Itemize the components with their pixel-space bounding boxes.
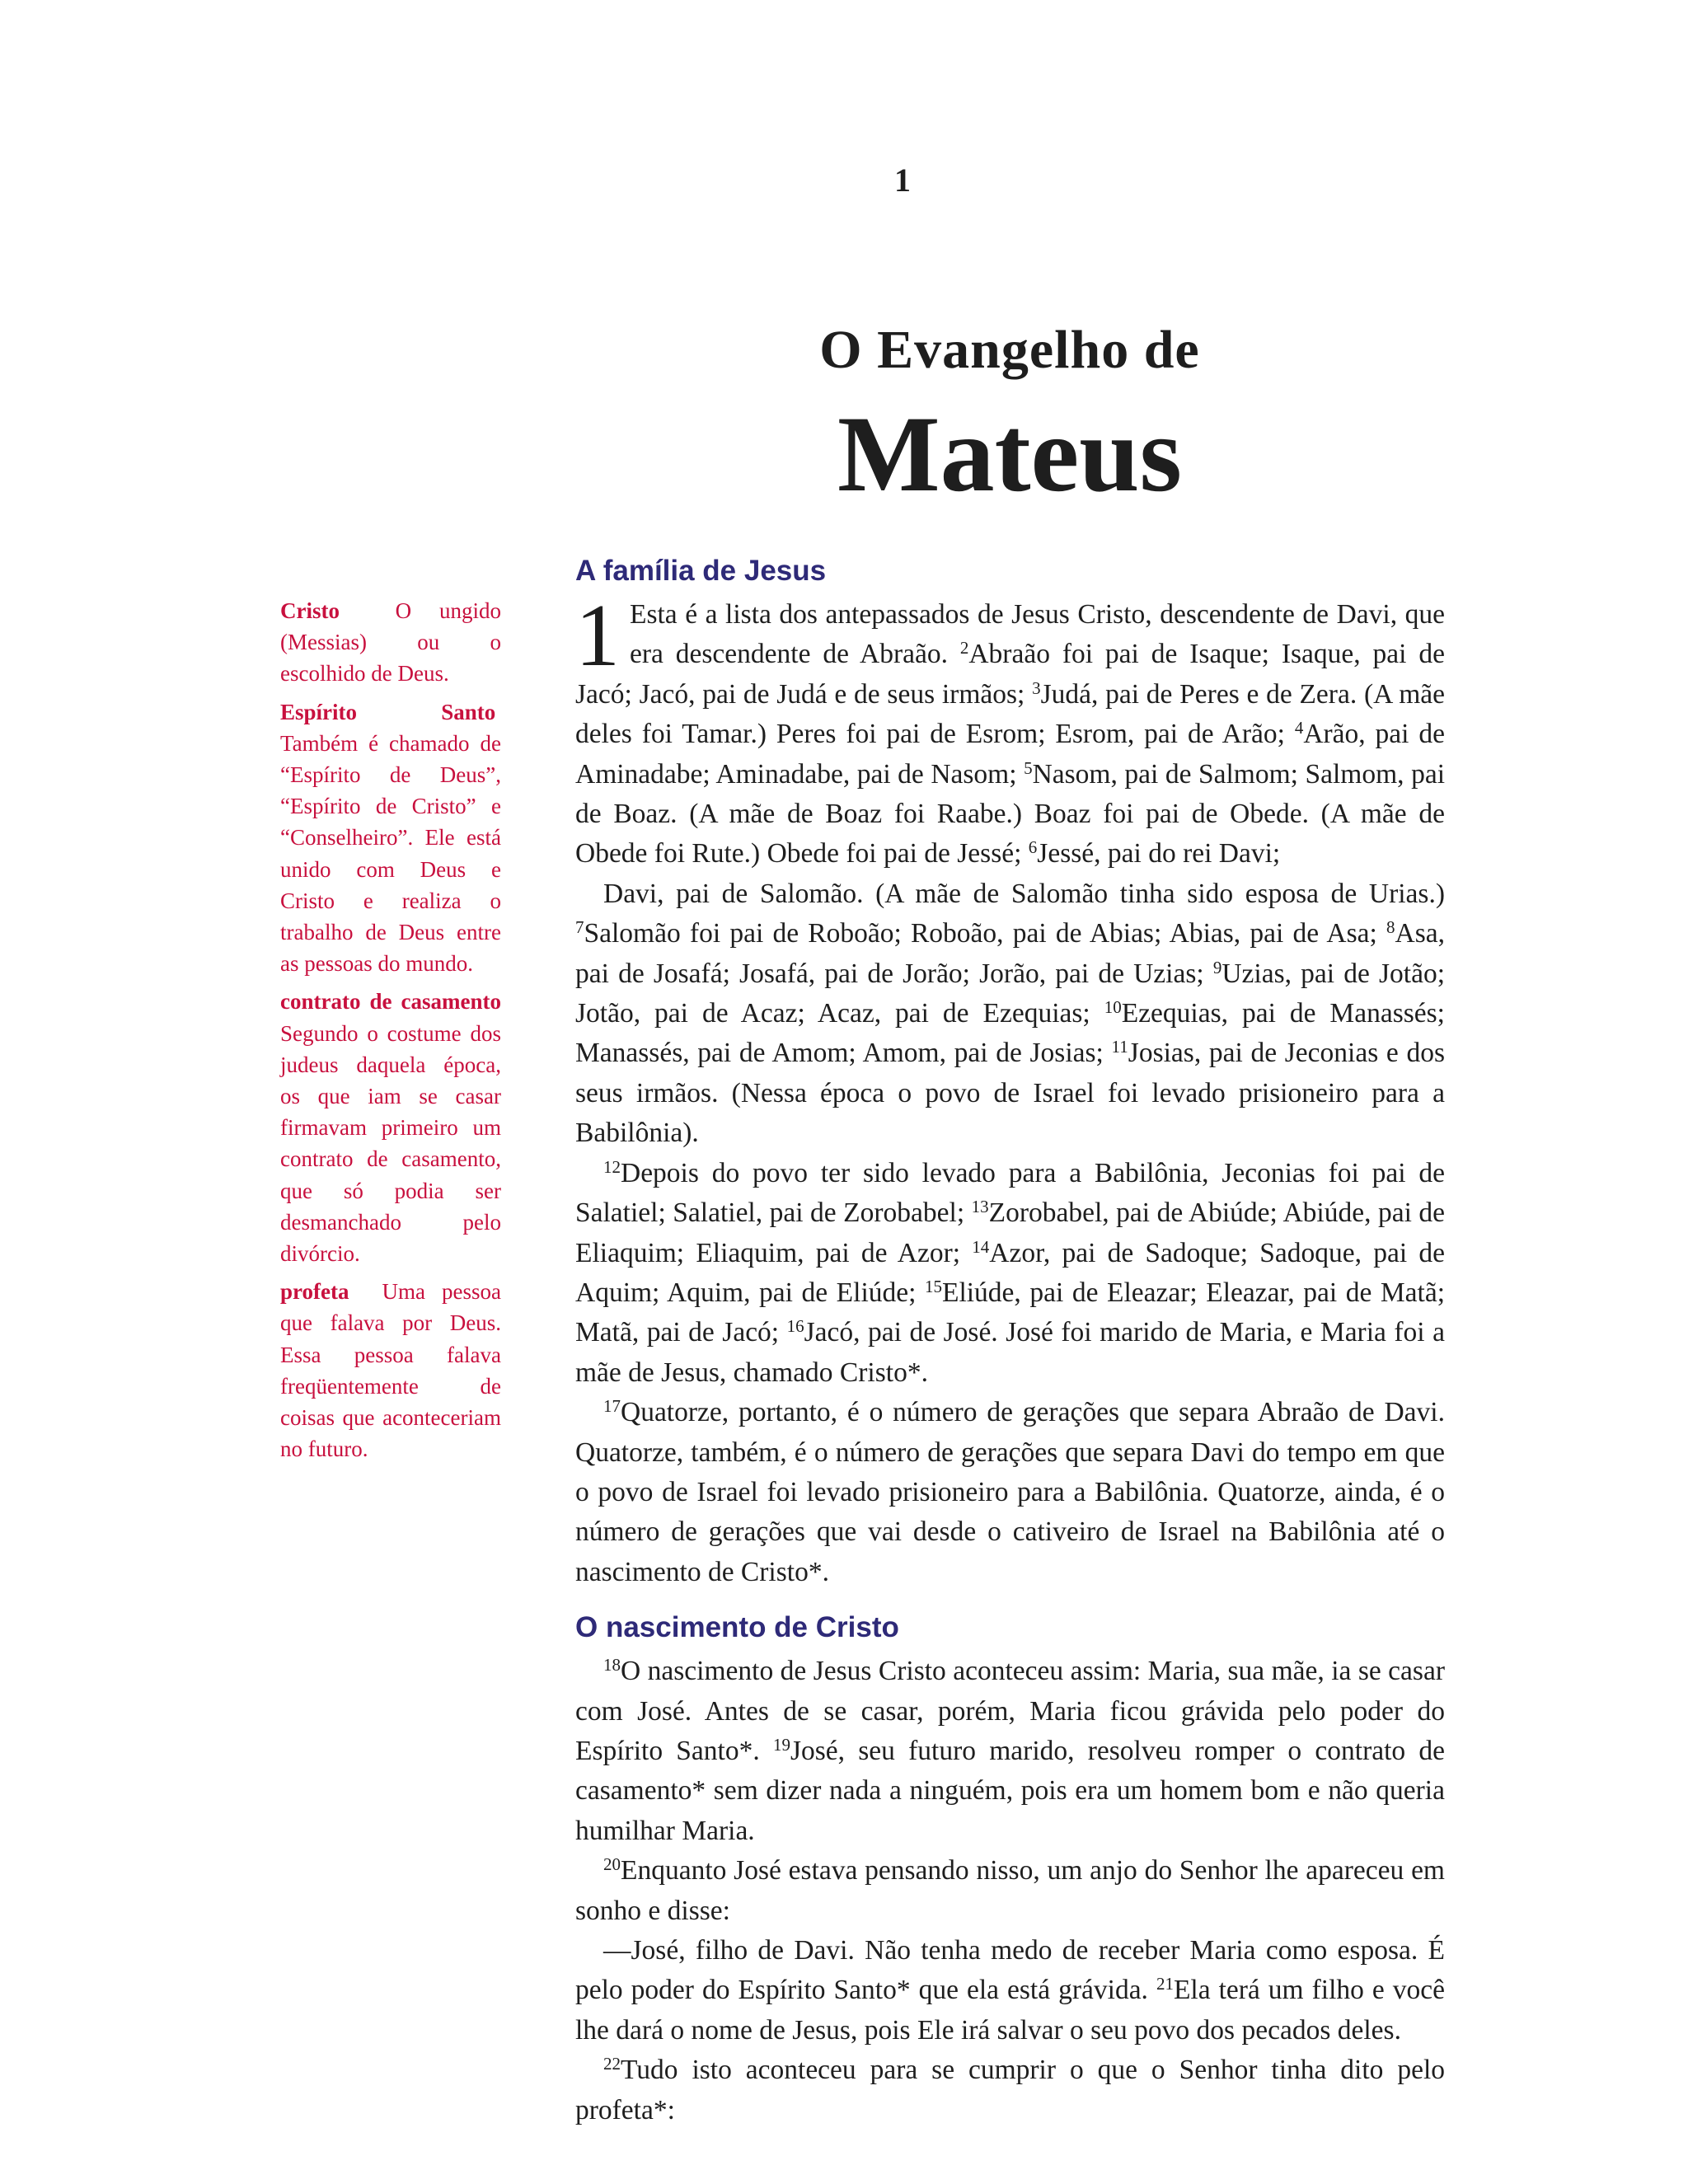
paragraph [575,1393,1445,1592]
verse-text: Jessé, pai do rei Davi; [1037,838,1281,869]
paragraph [575,2050,1445,2130]
glossary-entry [280,595,501,690]
verse-text: Jacó, pai de José. José foi marido de Maria, e Maria foi a mãe de Jesus, chamado Cristo*. [575,1317,1445,1388]
verse-number: 17 [603,1396,621,1417]
verse-number: 5 [1024,757,1033,778]
paragraph [575,587,1446,874]
section-heading: A família de Jesus [575,555,827,587]
chapter-number: 1 [575,587,620,685]
glossary-entry [280,1276,501,1465]
glossary-definition: Também é chamado de “Espírito de Deus”, “Espírito de Cristo” e “Conselheiro”. Ele está unido com Deus e Cristo e realiza o trabalho de Deus entre as pessoas do mundo. [280,730,501,977]
verse-text: Eliúde, pai de Eleazar; Eleazar, pai de Matã; Matã, pai de Jacó; [575,1277,1445,1348]
verse-text: Depois do povo ter sido levado para a Babilônia, Jeconias foi pai de Salatiel; Salatiel, pai de Zorobabel; [575,1157,1445,1229]
verse-number: 9 [1212,957,1222,977]
verse-text: Abraão foi pai de Isaque; Isaque, pai de Jacó; Jacó, pai de Judá e de seus irmãos; [575,639,1445,710]
book-title-prefix: O Evangelho de [819,320,1200,380]
verse-number: 21 [1156,1974,1174,1994]
verse-text: Asa, pai de Josafá; Josafá, pai de Jorão; Jorão, pai de Uzias; [575,918,1445,989]
glossary-entry [280,986,501,1269]
glossary-sidebar [280,595,501,1471]
verse-number: 12 [603,1156,621,1177]
verse-text: Nasom, pai de Salmom; Salmom, pai de Boaz. (A mãe de Boaz foi Raabe.) Boaz foi pai de Obede. (A mãe de Obede foi Rute.) Obede foi pai de Jessé; [575,758,1446,869]
verse-number: 2 [959,638,969,658]
paragraph [575,1154,1445,1393]
verse-number: 16 [786,1316,804,1337]
verse-number: 19 [772,1734,790,1755]
paragraph [575,1652,1445,1851]
book-title-main: Mateus [837,393,1182,514]
page-number: 1 [894,162,911,199]
verse-text: —José, filho de Davi. Não tenha medo de receber Maria como esposa. É pelo poder do Espírito Santo* que ela está grávida. [575,1935,1445,2006]
verse-text: Judá, pai de Peres e de Zera. (A mãe deles foi Tamar.) Peres foi pai de Esrom; Esrom, pai de Arão; [575,678,1445,750]
verse-number: 13 [971,1197,989,1217]
verse-text: Salomão foi pai de Roboão; Roboão, pai de Abias; Abias, pai de Asa; [584,918,1387,949]
glossary-term: contrato de casamento [280,989,501,1015]
verse-number: 10 [1104,997,1122,1018]
paragraph [575,874,1445,1154]
glossary-definition: Uma pessoa que falava por Deus. Essa pessoa falava freqüentemente de coisas que aconteceriam no futuro. [280,1279,501,1462]
section-heading: O nascimento de Cristo [575,1611,899,1644]
glossary-term: profeta [280,1279,349,1305]
verse-text: Josias, pai de Jeconias e dos seus irmãos. (Nessa época o povo de Israel foi levado prisioneiro para a Babilônia). [575,1038,1445,1149]
paragraph [575,1931,1445,2050]
verse-text: Zorobabel, pai de Abiúde; Abiúde, pai de Eliaquim; Eliaquim, pai de Azor; [575,1197,1445,1268]
paragraph [575,1851,1445,1931]
verse-text: Enquanto José estava pensando nisso, um anjo do Senhor lhe apareceu em sonho e disse: [575,1855,1445,1926]
verse-text: Uzias, pai de Jotão; Jotão, pai de Acaz; Acaz, pai de Ezequias; [575,958,1446,1029]
glossary-term: Espírito Santo [280,699,496,724]
verse-text: Arão, pai de Aminadabe; Aminadabe, pai de Nasom; [575,719,1445,790]
glossary-definition: Segundo o costume dos judeus daquela época, os que iam se casar firmavam primeiro um contrato de casamento, que só podia ser desmanchado pelo divórcio. [280,1020,501,1267]
verse-number: 15 [924,1276,942,1296]
verse-text: Quatorze, portanto, é o número de gerações que separa Abraão de Davi. Quatorze, também, é o número de gerações que separa Davi do tempo em que o povo de Israel foi levado prisioneiro para a Babilônia. Quatorze, ainda, é o número de gerações que vai desde o cativeiro de Israel na Babilônia até o nascimento de Cristo*. [575,1397,1445,1587]
verse-number: 8 [1386,917,1395,938]
verse-text: José, seu futuro marido, resolveu romper o contrato de casamento* sem dizer nada a ninguém, pois era um homem bom e não queria humilhar Maria. [575,1735,1445,1846]
verse-text: Esta é a lista dos antepassados de Jesus Cristo, descendente de Davi, que era descendente de Abraão. [630,599,1445,670]
verse-number: 7 [575,917,584,938]
verse-text: Tudo isto aconteceu para se cumprir o que o Senhor tinha dito pelo profeta*: [575,2055,1445,2125]
verse-text: Davi, pai de Salomão. (A mãe de Salomão tinha sido esposa de Urias.) [603,878,1445,909]
verse-text: Azor, pai de Sadoque; Sadoque, pai de Aquim; Aquim, pai de Eliúde; [575,1237,1445,1308]
book-title [569,313,1451,516]
glossary-term: Cristo [280,598,340,623]
verse-number: 22 [603,2054,621,2074]
verse-number: 14 [972,1236,990,1257]
verse-text: O nascimento de Jesus Cristo aconteceu assim: Maria, sua mãe, ia se casar com José. Antes de se casar, porém, Maria ficou grávida pelo poder do Espírito Santo*. [575,1656,1445,1766]
verse-number: 6 [1028,837,1038,858]
main-text [575,551,1445,2130]
verse-number: 11 [1111,1037,1128,1057]
verse-text: Ezequias, pai de Manassés; Manassés, pai de Amom; Amom, pai de Josias; [575,998,1445,1069]
verse-text: Ela terá um filho e você lhe dará o nome de Jesus, pois Ele irá salvar o seu povo dos pecados deles. [575,1975,1445,2046]
glossary-definition: O ungido (Messias) ou o escolhido de Deus. [280,598,502,687]
glossary-entry [280,696,501,980]
verse-number: 18 [603,1655,621,1675]
verse-number: 3 [1032,677,1041,698]
verse-number: 20 [603,1854,621,1875]
verse-number: 4 [1294,718,1304,738]
